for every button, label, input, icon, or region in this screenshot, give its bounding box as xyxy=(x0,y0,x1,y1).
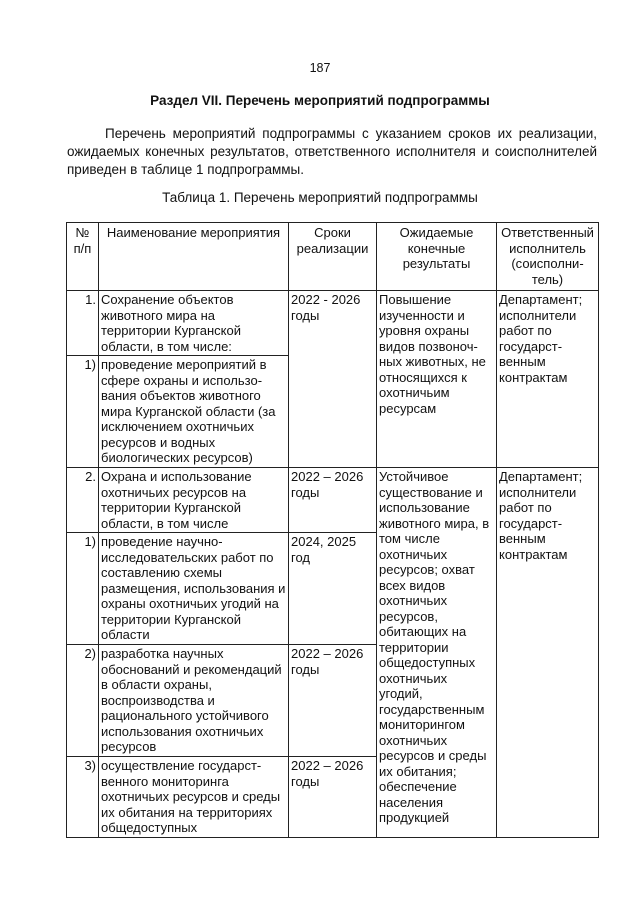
table-row xyxy=(67,468,599,533)
row-2-3-num: 3) xyxy=(67,757,99,838)
row-1-results: Повышение изученности и уровня охраны видов позвоноч-ных животных, не относящихся к охотничьим ресурсам xyxy=(377,291,497,468)
header-name: Наименование мероприятия xyxy=(99,223,289,291)
row-2-3-name: осуществление государст-венного мониторинга охотничьих ресурсов и среды их обитания на территориях общедоступных xyxy=(99,757,289,838)
header-responsible: Ответственный исполнитель (соисполни-тель) xyxy=(497,223,599,291)
row-2-1-dates: 2024, 2025 год xyxy=(289,533,377,645)
row-2-1-num: 1) xyxy=(67,533,99,645)
table-header-row xyxy=(67,223,599,291)
row-1-name: Сохранение объектов животного мира на территории Курганской области, в том числе: xyxy=(99,291,289,356)
header-results: Ожидаемые конечные результаты xyxy=(377,223,497,291)
row-2-responsible: Департамент; исполнители работ по государст-венным контрактам xyxy=(497,468,599,838)
row-1-dates: 2022 - 2026 годы xyxy=(289,291,377,468)
row-1-num: 1. xyxy=(67,291,99,356)
measures-table xyxy=(66,222,599,838)
page-number: 187 xyxy=(309,61,331,75)
row-2-2-num: 2) xyxy=(67,645,99,757)
intro-paragraph xyxy=(67,125,597,179)
row-1-responsible: Департамент; исполнители работ по государст-венным контрактам xyxy=(497,291,599,468)
table-row xyxy=(67,291,599,356)
table-caption: Таблица 1. Перечень мероприятий подпрограммы xyxy=(162,190,478,205)
row-2-num: 2. xyxy=(67,468,99,533)
section-title: Раздел VII. Перечень мероприятий подпрограммы xyxy=(150,93,490,108)
intro-text: Перечень мероприятий подпрограммы с указанием сроков их реализации, ожидаемых конечных результатов, ответственного исполнителя и соисполнителей приведен в таблице 1 подпрограммы. xyxy=(67,126,597,177)
header-dates: Сроки реализации xyxy=(289,223,377,291)
row-1-1-num: 1) xyxy=(67,356,99,468)
row-2-name: Охрана и использование охотничьих ресурсов на территории Курганской области, в том числе xyxy=(99,468,289,533)
row-2-results: Устойчивое существование и использование животного мира, в том числе охотничьих ресурсов; охват всех видов охотничьих ресурсов, обитающих на территории общедоступных охотничьих угодий, государственным мониторингом охотничьих ресурсов и среды их обитания; обеспечение населения продукцией xyxy=(377,468,497,838)
row-2-1-name: проведение научно-исследовательских работ по составлению схемы размещения, использования и охраны охотничьих угодий на территории Курганской области xyxy=(99,533,289,645)
row-1-1-name: проведение мероприятий в сфере охраны и использо-вания объектов животного мира Курганской области (за исключением охотничьих ресурсов и водных биологических ресурсов) xyxy=(99,356,289,468)
header-num: № п/п xyxy=(67,223,99,291)
row-2-2-name: разработка научных обоснований и рекомендаций в области охраны, воспроизводства и рационального устойчивого использования охотничьих ресурсов xyxy=(99,645,289,757)
row-2-3-dates: 2022 – 2026 годы xyxy=(289,757,377,838)
row-2-2-dates: 2022 – 2026 годы xyxy=(289,645,377,757)
row-2-dates: 2022 – 2026 годы xyxy=(289,468,377,533)
